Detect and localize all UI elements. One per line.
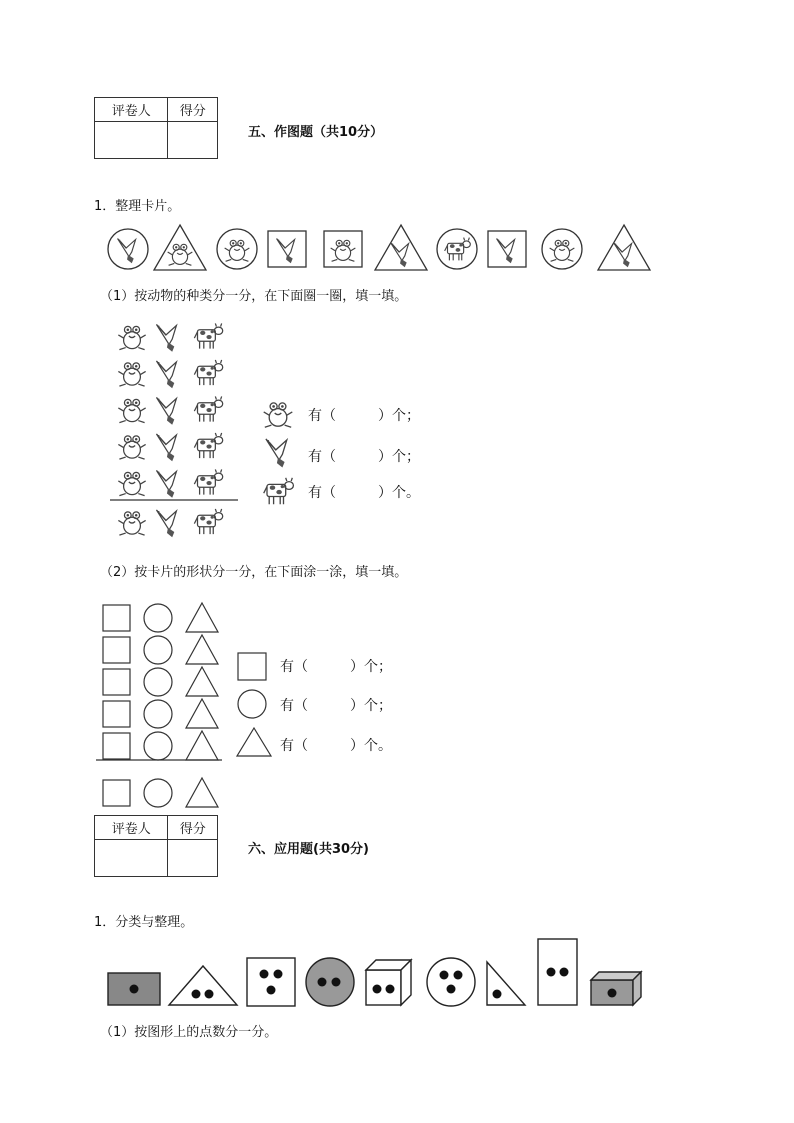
circle-shape xyxy=(144,604,172,632)
bird-icon xyxy=(497,239,515,264)
gray-rectangle-figure xyxy=(108,973,160,1005)
circle-card-cow xyxy=(437,229,477,269)
dot xyxy=(373,985,382,994)
bird-icon xyxy=(156,470,176,497)
animal-card-row xyxy=(100,222,660,276)
triangle-card-bird xyxy=(598,225,650,270)
dot xyxy=(267,986,276,995)
section-5-title: 五、作图题（共10分） xyxy=(248,125,384,140)
circle-shape xyxy=(144,636,172,664)
answer-text-circle: 有（ ）个； xyxy=(280,698,392,714)
answer-text-frog: 有（ ）个； xyxy=(308,408,420,424)
gray-circle-figure xyxy=(306,958,354,1006)
dot-figures-row xyxy=(104,936,649,1008)
bird-icon xyxy=(156,397,176,424)
circle-card-frog xyxy=(542,229,582,269)
cow-icon xyxy=(194,469,222,494)
frog-icon xyxy=(225,240,250,261)
dot xyxy=(260,970,269,979)
triangle-card-frog xyxy=(154,225,206,270)
triangle-shape xyxy=(186,699,218,728)
dot xyxy=(318,978,327,987)
dot xyxy=(447,985,456,994)
frog-icon xyxy=(118,363,145,386)
dot xyxy=(547,968,556,977)
sub-question-6-1: （1）按图形上的点数分一分。 xyxy=(100,1025,278,1040)
square-shape xyxy=(103,733,130,759)
frog-icon xyxy=(118,512,145,535)
circle-shape xyxy=(144,668,172,696)
bird-icon xyxy=(156,510,176,537)
answer-row-frog xyxy=(260,396,440,430)
dot xyxy=(608,989,617,998)
grader-cell[interactable] xyxy=(95,840,168,877)
answer-text-cow: 有（ ）个。 xyxy=(308,485,420,501)
cow-icon xyxy=(194,323,222,348)
cow-icon xyxy=(194,396,222,421)
square-card-frog xyxy=(324,231,362,267)
triangle-shape xyxy=(186,603,218,632)
frog-icon xyxy=(118,326,145,349)
circle-figure xyxy=(427,958,475,1006)
cow-icon xyxy=(194,433,222,458)
frog-icon xyxy=(331,240,356,261)
tall-rectangle-figure xyxy=(538,939,577,1005)
triangle-shape xyxy=(186,635,218,664)
gray-box-figure xyxy=(591,972,641,1005)
answer-text-square: 有（ ）个； xyxy=(280,659,392,675)
dot xyxy=(205,990,214,999)
square-icon xyxy=(236,650,270,684)
triangle-shape xyxy=(186,731,218,760)
square-shape xyxy=(103,605,130,631)
cow-icon xyxy=(264,478,294,504)
answer-text-triangle: 有（ ）个。 xyxy=(280,738,392,754)
square-shape xyxy=(103,701,130,727)
triangle-shape xyxy=(186,778,218,807)
grader-header: 评卷人 xyxy=(95,816,168,840)
dot xyxy=(332,978,341,987)
square-shape xyxy=(103,669,130,695)
square-shape xyxy=(103,637,130,663)
bird-icon xyxy=(277,239,295,264)
frog-icon xyxy=(264,403,293,427)
shape-grid xyxy=(94,600,226,795)
question-6-1-title: 1．分类与整理。 xyxy=(94,915,194,930)
cow-icon xyxy=(194,360,222,385)
triangle-icon xyxy=(236,726,276,760)
answer-row-bird xyxy=(260,434,440,468)
square-shape xyxy=(103,780,130,806)
frog-icon xyxy=(550,240,575,261)
right-triangle-figure xyxy=(487,962,525,1005)
circle-shape xyxy=(144,700,172,728)
circle-icon xyxy=(236,688,270,722)
cow-icon xyxy=(260,474,300,508)
bird-icon xyxy=(156,324,176,351)
dot xyxy=(274,970,283,979)
bird-icon xyxy=(260,434,296,468)
bird-icon xyxy=(266,439,287,468)
dot xyxy=(386,985,395,994)
dot xyxy=(440,971,449,980)
frog-icon xyxy=(260,396,296,430)
circle-card-bird xyxy=(108,229,148,269)
dot xyxy=(454,971,463,980)
frog-icon xyxy=(118,399,145,422)
score-cell[interactable] xyxy=(168,122,218,159)
bird-icon xyxy=(156,434,176,461)
triangle-shape xyxy=(186,667,218,696)
bird-icon xyxy=(614,243,632,268)
shape-answers xyxy=(236,650,436,760)
score-table-1 xyxy=(94,97,218,159)
grader-cell[interactable] xyxy=(95,122,168,159)
triangle-figure xyxy=(169,966,237,1005)
dot xyxy=(192,990,201,999)
cow-icon xyxy=(445,238,471,261)
dot xyxy=(493,990,502,999)
circle-shape xyxy=(144,779,172,807)
animal-grid xyxy=(108,318,240,538)
answer-row-cow xyxy=(260,474,440,508)
bird-icon xyxy=(391,243,409,268)
cow-icon xyxy=(194,509,222,534)
section-6-title: 六、应用题(共30分) xyxy=(248,842,369,857)
question-1-title: 1．整理卡片。 xyxy=(94,199,181,214)
bird-icon xyxy=(118,239,136,264)
frog-icon xyxy=(118,436,145,459)
dot xyxy=(130,985,139,994)
circle-shape xyxy=(144,732,172,760)
score-cell[interactable] xyxy=(168,840,218,877)
sub-question-1: （1）按动物的种类分一分，在下面圈一圈，填一填。 xyxy=(100,289,408,304)
frog-icon xyxy=(168,244,193,265)
grader-header: 评卷人 xyxy=(95,98,168,122)
score-header: 得分 xyxy=(168,816,218,840)
sub-question-2: （2）按卡片的形状分一分，在下面涂一涂，填一填。 xyxy=(100,565,408,580)
circle-card-frog xyxy=(217,229,257,269)
square-card-bird xyxy=(488,231,526,267)
cube-figure xyxy=(366,960,411,1005)
dot xyxy=(560,968,569,977)
score-header: 得分 xyxy=(168,98,218,122)
answer-text-bird: 有（ ）个； xyxy=(308,449,420,465)
square-card-bird xyxy=(268,231,306,267)
square-figure xyxy=(247,958,295,1006)
score-table-2 xyxy=(94,815,218,877)
frog-icon xyxy=(118,472,145,495)
triangle-card-bird xyxy=(375,225,427,270)
bird-icon xyxy=(156,361,176,388)
